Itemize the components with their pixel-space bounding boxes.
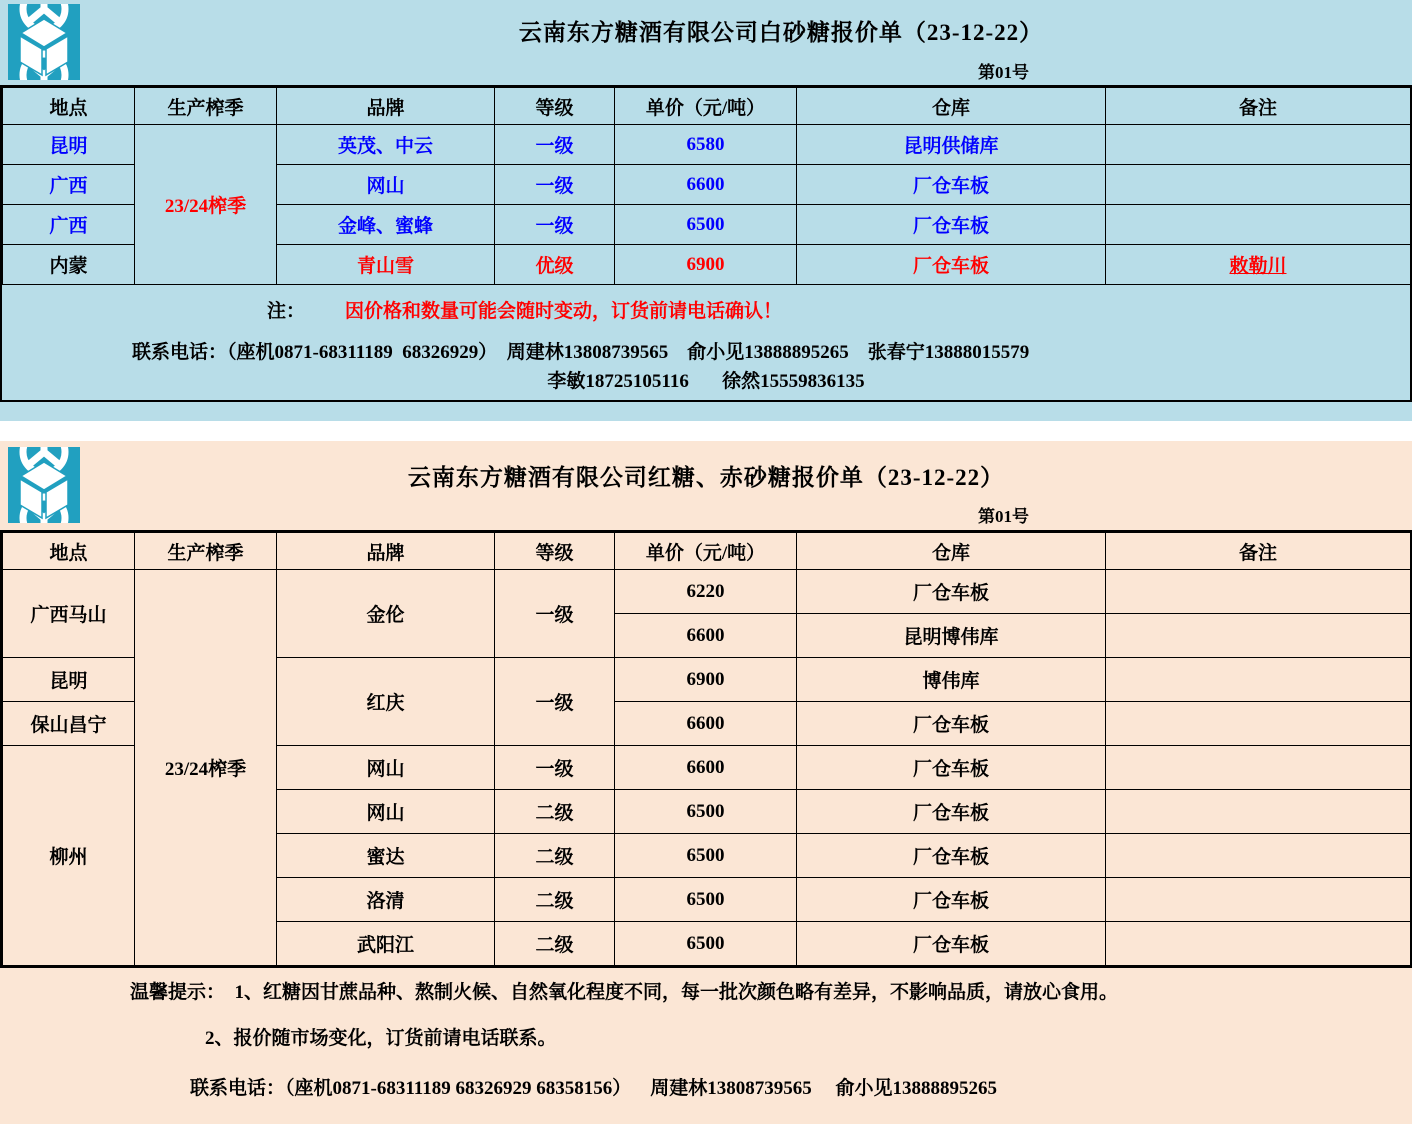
sheet-divider (0, 421, 1412, 441)
col-header-note: 备注 (1106, 88, 1411, 125)
cell-note (1106, 614, 1411, 658)
cell-price: 6900 (615, 245, 797, 285)
cell-warehouse: 厂仓车板 (797, 205, 1106, 245)
cell-season: 23/24榨季 (135, 570, 277, 966)
cell-price: 6600 (615, 614, 797, 658)
col-header-season: 生产榨季 (135, 88, 277, 125)
col-header-price: 单价（元/吨） (615, 88, 797, 125)
sheet2-tips-line-1: 温馨提示： 1、红糖因甘蔗品种、熬制火候、自然氧化程度不同，每一批次颜色略有差异，不影响品质，请放心食用。 (130, 982, 1119, 1003)
cell-price: 6500 (615, 834, 797, 878)
cell-brand: 洛清 (277, 878, 495, 922)
cell-brand: 红庆 (277, 658, 495, 746)
sheet1-header (0, 0, 1412, 85)
cell-grade: 一级 (495, 658, 615, 746)
cell-price: 6500 (615, 878, 797, 922)
cell-brand: 金伦 (277, 570, 495, 658)
sheet1-contact-line-2: 李敏18725105116 徐然15559836135 (547, 371, 865, 392)
cell-note (1106, 922, 1411, 966)
col-header-brand: 品牌 (277, 88, 495, 125)
cell-note (1106, 878, 1411, 922)
cell-grade: 二级 (495, 834, 615, 878)
sheet2-title: 云南东方糖酒有限公司红糖、赤砂糖报价单（23-12-22） (407, 465, 1005, 490)
col-header-location: 地点 (3, 88, 135, 125)
cell-grade: 一级 (495, 125, 615, 165)
cell-note (1106, 658, 1411, 702)
cell-note: 敕勒川 (1106, 245, 1411, 285)
cell-note (1106, 702, 1411, 746)
cell-location: 昆明 (3, 125, 135, 165)
white-sugar-sheet (0, 0, 1412, 421)
table2-header-row (3, 533, 1411, 570)
cell-warehouse: 昆明供储库 (797, 125, 1106, 165)
cell-grade: 一级 (495, 165, 615, 205)
note-label: 注： (267, 301, 306, 322)
cell-location: 广西马山 (3, 570, 135, 658)
col-header-note: 备注 (1106, 533, 1411, 570)
cell-price: 6500 (615, 922, 797, 966)
brown-sugar-table (2, 532, 1411, 966)
col-header-grade: 等级 (495, 533, 615, 570)
sheet1-table-area (0, 85, 1412, 402)
cell-note (1106, 570, 1411, 614)
col-header-grade: 等级 (495, 88, 615, 125)
cell-brand: 金峰、蜜蜂 (277, 205, 495, 245)
sheet2-issue-no: 第01号 (978, 507, 1029, 526)
sheet2-table-area (0, 530, 1412, 968)
cell-location: 昆明 (3, 658, 135, 702)
sheet1-title: 云南东方糖酒有限公司白砂糖报价单（23-12-22） (518, 20, 1044, 45)
cell-note (1106, 834, 1411, 878)
table1-row-kunming (3, 125, 1411, 165)
col-header-price: 单价（元/吨） (615, 533, 797, 570)
cell-warehouse: 厂仓车板 (797, 165, 1106, 205)
cell-brand: 网山 (277, 746, 495, 790)
col-header-brand: 品牌 (277, 533, 495, 570)
cell-location: 柳州 (3, 746, 135, 966)
table2-row (3, 570, 1411, 614)
table1-header-row (3, 88, 1411, 125)
cell-price: 6900 (615, 658, 797, 702)
cell-location: 广西 (3, 165, 135, 205)
cell-warehouse: 厂仓车板 (797, 790, 1106, 834)
cell-warehouse: 厂仓车板 (797, 570, 1106, 614)
cell-brand: 网山 (277, 165, 495, 205)
cell-note (1106, 746, 1411, 790)
cell-note (1106, 125, 1411, 165)
sheet1-contact-line-1: 联系电话：（座机0871-68311189 68326929） 周建林13808739565 俞小见13888895265 张春宁13888015579 (132, 342, 1030, 363)
cell-price: 6600 (615, 702, 797, 746)
cell-note (1106, 205, 1411, 245)
sheet2-contact-line: 联系电话：（座机0871-68311189 68326929 68358156） 周建林13808739565 俞小见13888895265 (190, 1078, 997, 1099)
cell-location: 保山昌宁 (3, 702, 135, 746)
cell-warehouse: 厂仓车板 (797, 746, 1106, 790)
white-sugar-table (2, 87, 1411, 285)
cell-note (1106, 165, 1411, 205)
cell-warehouse: 厂仓车板 (797, 878, 1106, 922)
note-warning-text: 因价格和数量可能会随时变动，订货前请电话确认！ (345, 301, 783, 322)
cell-warehouse: 博伟库 (797, 658, 1106, 702)
cell-brand: 青山雪 (277, 245, 495, 285)
cell-grade: 二级 (495, 878, 615, 922)
sheet1-issue-no: 第01号 (978, 63, 1029, 82)
cell-grade: 一级 (495, 205, 615, 245)
col-header-location: 地点 (3, 533, 135, 570)
cell-grade: 二级 (495, 790, 615, 834)
sheet2-tips-line-2: 2、报价随市场变化，订货前请电话联系。 (205, 1028, 557, 1049)
cell-warehouse: 昆明博伟库 (797, 614, 1106, 658)
cell-grade: 一级 (495, 746, 615, 790)
cell-warehouse: 厂仓车板 (797, 834, 1106, 878)
cell-price: 6600 (615, 746, 797, 790)
cell-location: 内蒙 (3, 245, 135, 285)
cell-grade: 优级 (495, 245, 615, 285)
cell-price: 6500 (615, 205, 797, 245)
cell-season: 23/24榨季 (135, 125, 277, 285)
cell-brand: 网山 (277, 790, 495, 834)
cell-price: 6500 (615, 790, 797, 834)
cell-warehouse: 厂仓车板 (797, 702, 1106, 746)
cell-price: 6600 (615, 165, 797, 205)
cell-grade: 二级 (495, 922, 615, 966)
cell-note (1106, 790, 1411, 834)
cell-warehouse: 厂仓车板 (797, 922, 1106, 966)
cell-brand: 英茂、中云 (277, 125, 495, 165)
col-header-season: 生产榨季 (135, 533, 277, 570)
cell-brand: 武阳江 (277, 922, 495, 966)
col-header-warehouse: 仓库 (797, 533, 1106, 570)
cell-location: 广西 (3, 205, 135, 245)
cell-price: 6220 (615, 570, 797, 614)
brown-sugar-sheet (0, 441, 1412, 1124)
sheet1-note-line (2, 300, 1410, 324)
cell-grade: 一级 (495, 570, 615, 658)
cell-warehouse: 厂仓车板 (797, 245, 1106, 285)
col-header-warehouse: 仓库 (797, 88, 1106, 125)
sheet2-header (0, 441, 1412, 530)
cell-price: 6580 (615, 125, 797, 165)
cell-brand: 蜜达 (277, 834, 495, 878)
